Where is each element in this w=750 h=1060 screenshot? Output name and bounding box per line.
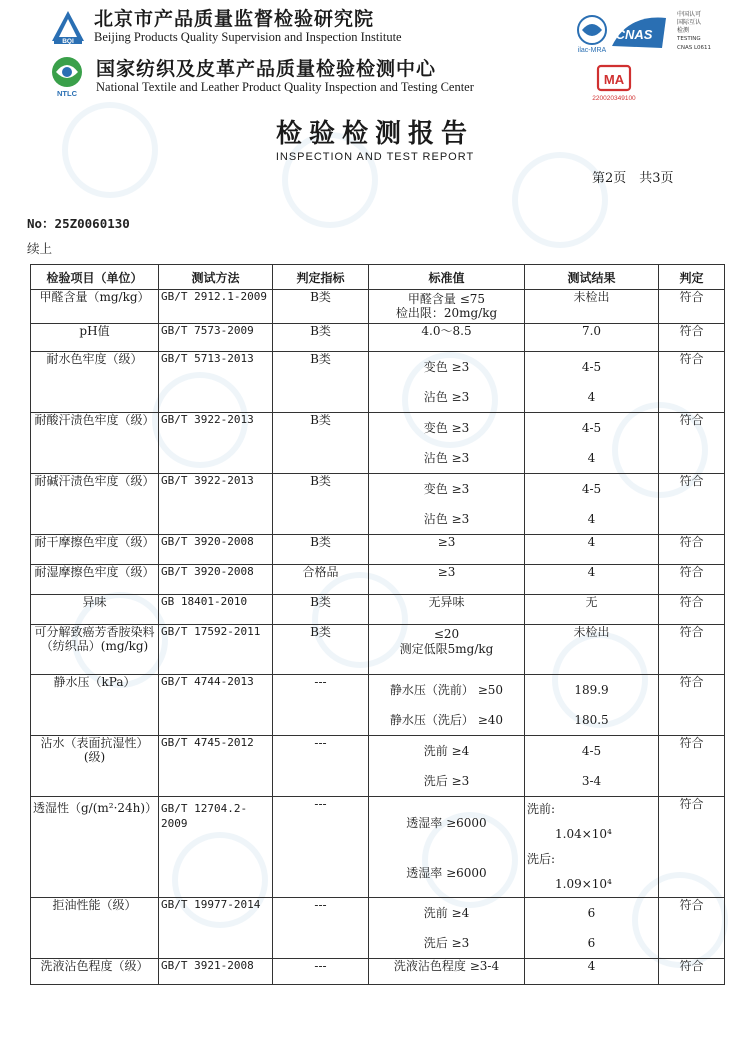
result-line: 4-5 [581,482,602,496]
result-cell: 未检出 [525,290,659,324]
index-cell: B类 [273,352,369,413]
table-row [31,474,725,535]
result-cell [525,474,659,535]
result-line: 4 [587,390,596,404]
method-cell: GB/T 3922-2013 [159,474,273,535]
standard-line: 变色 ≥3 [423,421,470,435]
table-row [31,625,725,675]
standard-cell [369,413,525,474]
standard-cell [369,675,525,736]
method-cell: GB/T 2912.1-2009 [159,290,273,324]
method-cell: GB 18401-2010 [159,595,273,625]
column-header: 测试结果 [525,265,659,290]
column-header: 判定指标 [273,265,369,290]
table-row [31,413,725,474]
cma-logo-icon [592,66,636,102]
cnas-text-2: 国际互认 [677,19,702,26]
certification-marks [576,8,716,108]
result-cell [525,736,659,797]
continued-label: 续上 [27,241,53,256]
result-cell: 4 [525,565,659,595]
report-number: No：25Z0060130 [27,216,130,231]
standard-cell: 4.0～8.5 [369,324,525,352]
result-cell: 7.0 [525,324,659,352]
table-row [31,959,725,985]
result-line: 189.9 [574,683,609,697]
result-cell: 未检出 [525,625,659,675]
method-cell: GB/T 17592-2011 [159,625,273,675]
result-line: 3-4 [581,774,602,788]
result-label: 洗后: [527,852,556,866]
index-cell: B类 [273,324,369,352]
verdict-cell: 符合 [659,898,725,959]
method-cell: GB/T 3920-2008 [159,535,273,565]
ntlc-logo-icon [46,54,88,98]
result-line: 1.04×10⁴ [555,827,612,841]
result-cell [525,797,659,898]
index-cell: B类 [273,413,369,474]
ntlc-logo-text: NTLC [57,89,77,98]
item-cell: 耐酸汗渍色牢度（级） [31,413,159,474]
index-cell: B类 [273,595,369,625]
item-cell: 透湿性（g/(m²·24h)） [31,797,159,898]
method-cell: GB/T 3920-2008 [159,565,273,595]
standard-cell [369,625,525,675]
standard-line: 沾色 ≥3 [423,512,470,526]
bqi-logo-icon [50,9,86,45]
item-cell: 耐湿摩擦色牢度（级） [31,565,159,595]
method-cell: GB/T 4744-2013 [159,675,273,736]
item-cell: 拒油性能（级） [31,898,159,959]
item-cell: 甲醛含量（mg/kg） [31,290,159,324]
report-title-en: INSPECTION AND TEST REPORT [275,151,475,163]
standard-cell [369,736,525,797]
item-cell: 静水压（kPa） [31,675,159,736]
standard-cell [369,797,525,898]
result-cell [525,675,659,736]
result-line: 6 [587,906,596,920]
result-line: 4-5 [581,744,602,758]
column-header: 判定 [659,265,725,290]
standard-line: 静水压（洗后） ≥40 [389,713,504,727]
method-cell: GB/T 5713-2013 [159,352,273,413]
item-cell: 耐干摩擦色牢度（级） [31,535,159,565]
result-cell: 无 [525,595,659,625]
result-line: 6 [587,936,596,950]
standard-cell [369,352,525,413]
method-cell: GB/T 4745-2012 [159,736,273,797]
standard-line: 透湿率 ≥6000 [406,816,487,830]
institute2-name-en: National Textile and Leather Product Quality Inspection and Testing Center [96,79,474,94]
verdict-cell: 符合 [659,290,725,324]
result-cell [525,413,659,474]
verdict-cell: 符合 [659,625,725,675]
ilac-mra-label: ilac-MRA [577,47,607,54]
standard-line: ≤20 [433,627,460,641]
item-cell: pH值 [31,324,159,352]
index-cell: B类 [273,474,369,535]
index-cell: 合格品 [273,565,369,595]
cnas-mark-text: CNAS [615,27,653,42]
ilac-mra-icon [578,16,607,54]
table-row [31,565,725,595]
institute2-name-cn: 国家纺织及皮革产品质量检验检测中心 [96,57,437,80]
table-row [31,290,725,324]
item-cell: 可分解致癌芳香胺染料（纺织品）(mg/kg) [31,625,159,675]
column-header: 测试方法 [159,265,273,290]
result-label: 洗前: [527,802,556,816]
standard-line: 洗后 ≥3 [423,936,470,950]
item-cell: 洗液沾色程度（级） [31,959,159,985]
standard-line: 变色 ≥3 [423,360,470,374]
method-cell: GB/T 3921-2008 [159,959,273,985]
standard-cell [369,898,525,959]
index-cell: B类 [273,535,369,565]
standard-line: 洗前 ≥4 [423,744,470,758]
verdict-cell: 符合 [659,959,725,985]
table-row [31,675,725,736]
standard-cell [369,474,525,535]
verdict-cell: 符合 [659,736,725,797]
cnas-text-1: 中国认可 [677,11,702,18]
cma-code: 220020349100 [592,95,636,102]
results-table [30,264,725,985]
result-cell: 4 [525,959,659,985]
standard-line: 测定低限5mg/kg [399,642,494,656]
standard-line: 洗后 ≥3 [423,774,470,788]
table-row [31,535,725,565]
result-line: 4 [587,512,596,526]
table-row [31,324,725,352]
standard-line: 透湿率 ≥6000 [406,866,487,880]
column-header: 检验项目（单位） [31,265,159,290]
index-cell: --- [273,959,369,985]
standard-line: 检出限：20mg/kg [395,306,498,320]
result-line: 4-5 [581,360,602,374]
result-line: 180.5 [574,713,609,727]
standard-line: 变色 ≥3 [423,482,470,496]
standard-line: 沾色 ≥3 [423,451,470,465]
result-line: 1.09×10⁴ [555,877,612,891]
verdict-cell: 符合 [659,797,725,898]
institute-bqi-header [50,8,402,45]
item-cell: 耐水色牢度（级） [31,352,159,413]
cnas-logo-icon [612,18,666,48]
method-cell: GB/T 19977-2014 [159,898,273,959]
result-cell: 4 [525,535,659,565]
table-row [31,797,725,898]
verdict-cell: 符合 [659,413,725,474]
table-header-row [31,265,725,290]
index-cell: --- [273,675,369,736]
page-info: 第2页 共3页 [592,171,674,186]
standard-line: 洗前 ≥4 [423,906,470,920]
institute1-name-cn: 北京市产品质量监督检验研究院 [94,8,375,30]
standard-line: 沾色 ≥3 [423,390,470,404]
standard-cell: 无异味 [369,595,525,625]
index-cell: --- [273,898,369,959]
verdict-cell: 符合 [659,474,725,535]
method-cell: GB/T 12704.2-2009 [159,797,273,898]
column-header: 标准值 [369,265,525,290]
verdict-cell: 符合 [659,535,725,565]
cnas-text-4: TESTING [677,36,701,42]
standard-line: 静水压（洗前） ≥50 [389,683,504,697]
table-row [31,595,725,625]
cnas-code: CNAS L0611 [677,45,712,51]
cma-mark-text: MA [603,72,625,87]
standard-cell [369,290,525,324]
standard-cell: 洗液沾色程度 ≥3-4 [369,959,525,985]
verdict-cell: 符合 [659,324,725,352]
table-row [31,898,725,959]
result-line: 4-5 [581,421,602,435]
index-cell: B类 [273,290,369,324]
verdict-cell: 符合 [659,595,725,625]
institute1-name-en: Beijing Products Quality Supervision and Inspection Institute [94,30,402,44]
method-cell: GB/T 3922-2013 [159,413,273,474]
standard-line: 甲醛含量 ≤75 [407,292,486,306]
report-title-cn: 检验检测报告 [275,119,474,149]
verdict-cell: 符合 [659,565,725,595]
item-cell: 异味 [31,595,159,625]
result-cell [525,352,659,413]
method-cell: GB/T 7573-2009 [159,324,273,352]
item-cell: 耐碱汗渍色牢度（级） [31,474,159,535]
institute-ntlc-header [46,54,474,98]
verdict-cell: 符合 [659,675,725,736]
index-cell: B类 [273,625,369,675]
verdict-cell: 符合 [659,352,725,413]
index-cell: --- [273,736,369,797]
standard-cell: ≥3 [369,565,525,595]
standard-cell: ≥3 [369,535,525,565]
result-line: 4 [587,451,596,465]
table-row [31,352,725,413]
cnas-text-3: 检测 [677,27,690,34]
item-cell: 沾水（表面抗湿性）(级) [31,736,159,797]
index-cell: --- [273,797,369,898]
bqi-logo-text: BQI [62,37,74,45]
table-row [31,736,725,797]
result-cell [525,898,659,959]
